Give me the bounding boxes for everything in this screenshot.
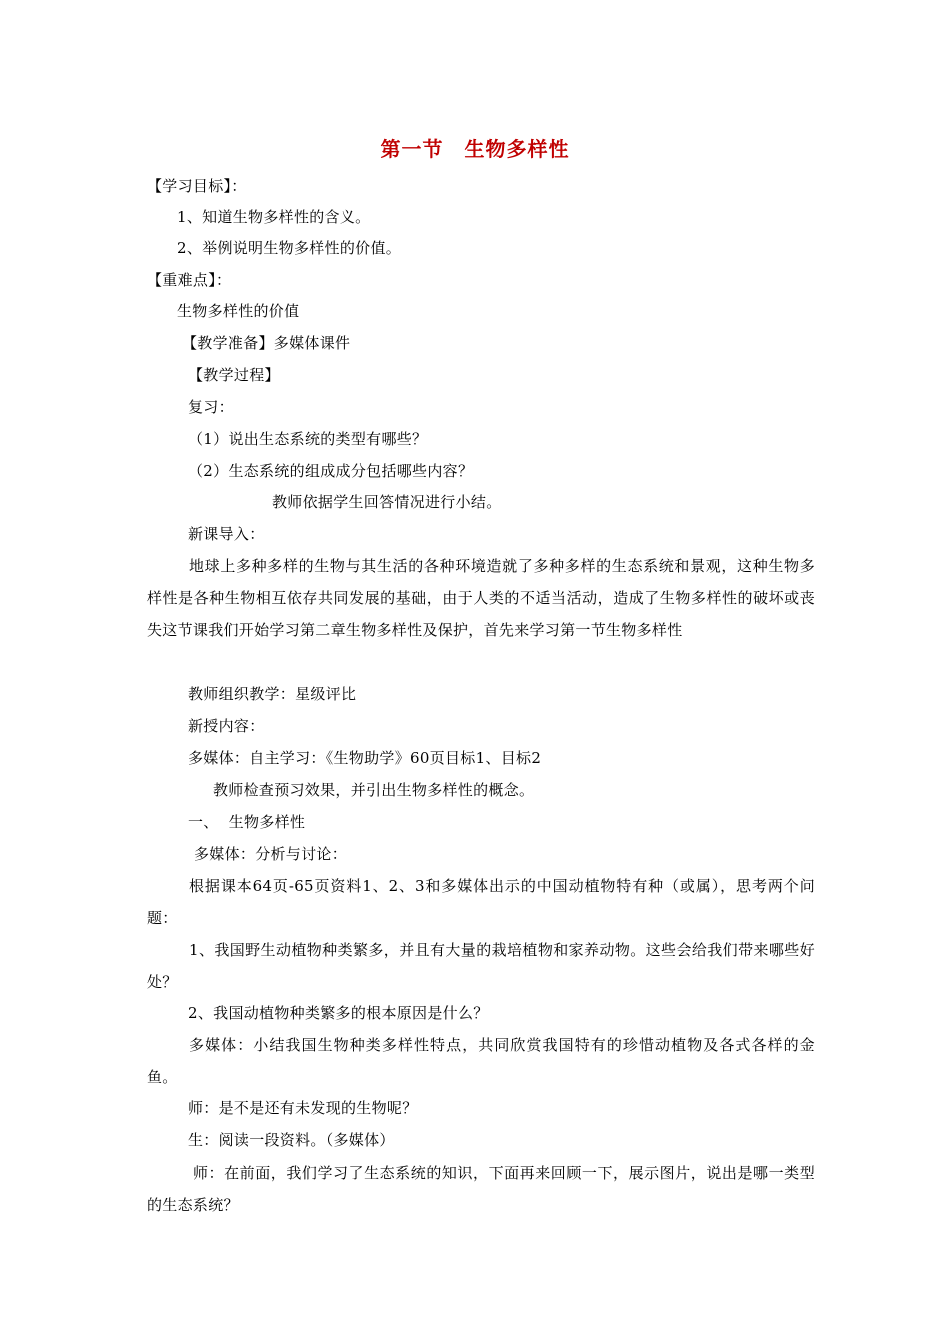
multimedia-discussion-line: 多媒体：分析与讨论： bbox=[194, 845, 348, 863]
student-reading-line: 生：阅读一段资料。（多媒体） bbox=[188, 1131, 395, 1149]
textbook-reference-paragraph: 根据课本64页-65页资料1、2、3和多媒体出示的中国动植物特有种（或属），思考两个问题： bbox=[147, 877, 815, 927]
teaching-prep-line: 【教学准备】多媒体课件 bbox=[182, 334, 351, 352]
intro-paragraph: 地球上多种多样的生物与其生活的各种环境造就了多种多样的生态系统和景观，这种生物多样性是各种生物相互依存共同发展的基础，由于人类的不适当活动，造成了生物多样性的破坏或丧失这节课我们开始学习第二章生物多样性及保护，首先来学习第一节生物多样性 bbox=[147, 557, 815, 639]
teacher-question-line: 师：是不是还有未发现的生物呢？ bbox=[188, 1099, 418, 1117]
teacher-summary-line: 教师依据学生回答情况进行小结。 bbox=[272, 493, 502, 511]
section-heading-learning-goals: 【学习目标】： bbox=[147, 177, 247, 195]
new-lesson-intro-heading: 新课导入： bbox=[188, 525, 265, 543]
review-question-1: （1）说出生态系统的类型有哪些？ bbox=[188, 430, 428, 448]
goal-item-1: 1、知道生物多样性的含义。 bbox=[177, 208, 371, 226]
review-heading: 复习： bbox=[188, 398, 234, 416]
question-1-paragraph: 1、我国野生动植物种类繁多，并且有大量的栽培植物和家养动物。这些会给我们带来哪些好处？ bbox=[147, 941, 815, 991]
section-heading-process: 【教学过程】 bbox=[188, 366, 280, 384]
page-title: 第一节 生物多样性 bbox=[380, 137, 570, 161]
teacher-check-line: 教师检查预习效果，并引出生物多样性的概念。 bbox=[213, 781, 535, 799]
review-question-2: （2）生态系统的组成成分包括哪些内容？ bbox=[188, 462, 474, 480]
ecosystem-review-paragraph: 师：在前面，我们学习了生态系统的知识，下面再来回顾一下，展示图片，说出是哪一类型的生态系统？ bbox=[147, 1164, 815, 1214]
multimedia-summary-paragraph: 多媒体：小结我国生物种类多样性特点，共同欣赏我国特有的珍惜动植物及各式各样的金鱼。 bbox=[147, 1036, 815, 1086]
question-2-line: 2、我国动植物种类繁多的根本原因是什么？ bbox=[188, 1004, 489, 1022]
goal-item-2: 2、举例说明生物多样性的价值。 bbox=[177, 239, 402, 257]
multimedia-self-study-line: 多媒体：自主学习：《生物助学》60页目标1、目标2 bbox=[188, 749, 542, 767]
section-heading-key-points: 【重难点】： bbox=[147, 271, 232, 289]
class-organization-line: 教师组织教学：星级评比 bbox=[188, 685, 357, 703]
key-point-text: 生物多样性的价值 bbox=[177, 302, 300, 320]
new-content-heading: 新授内容： bbox=[188, 717, 265, 735]
section-heading-biodiversity: 一、 生物多样性 bbox=[188, 813, 306, 831]
